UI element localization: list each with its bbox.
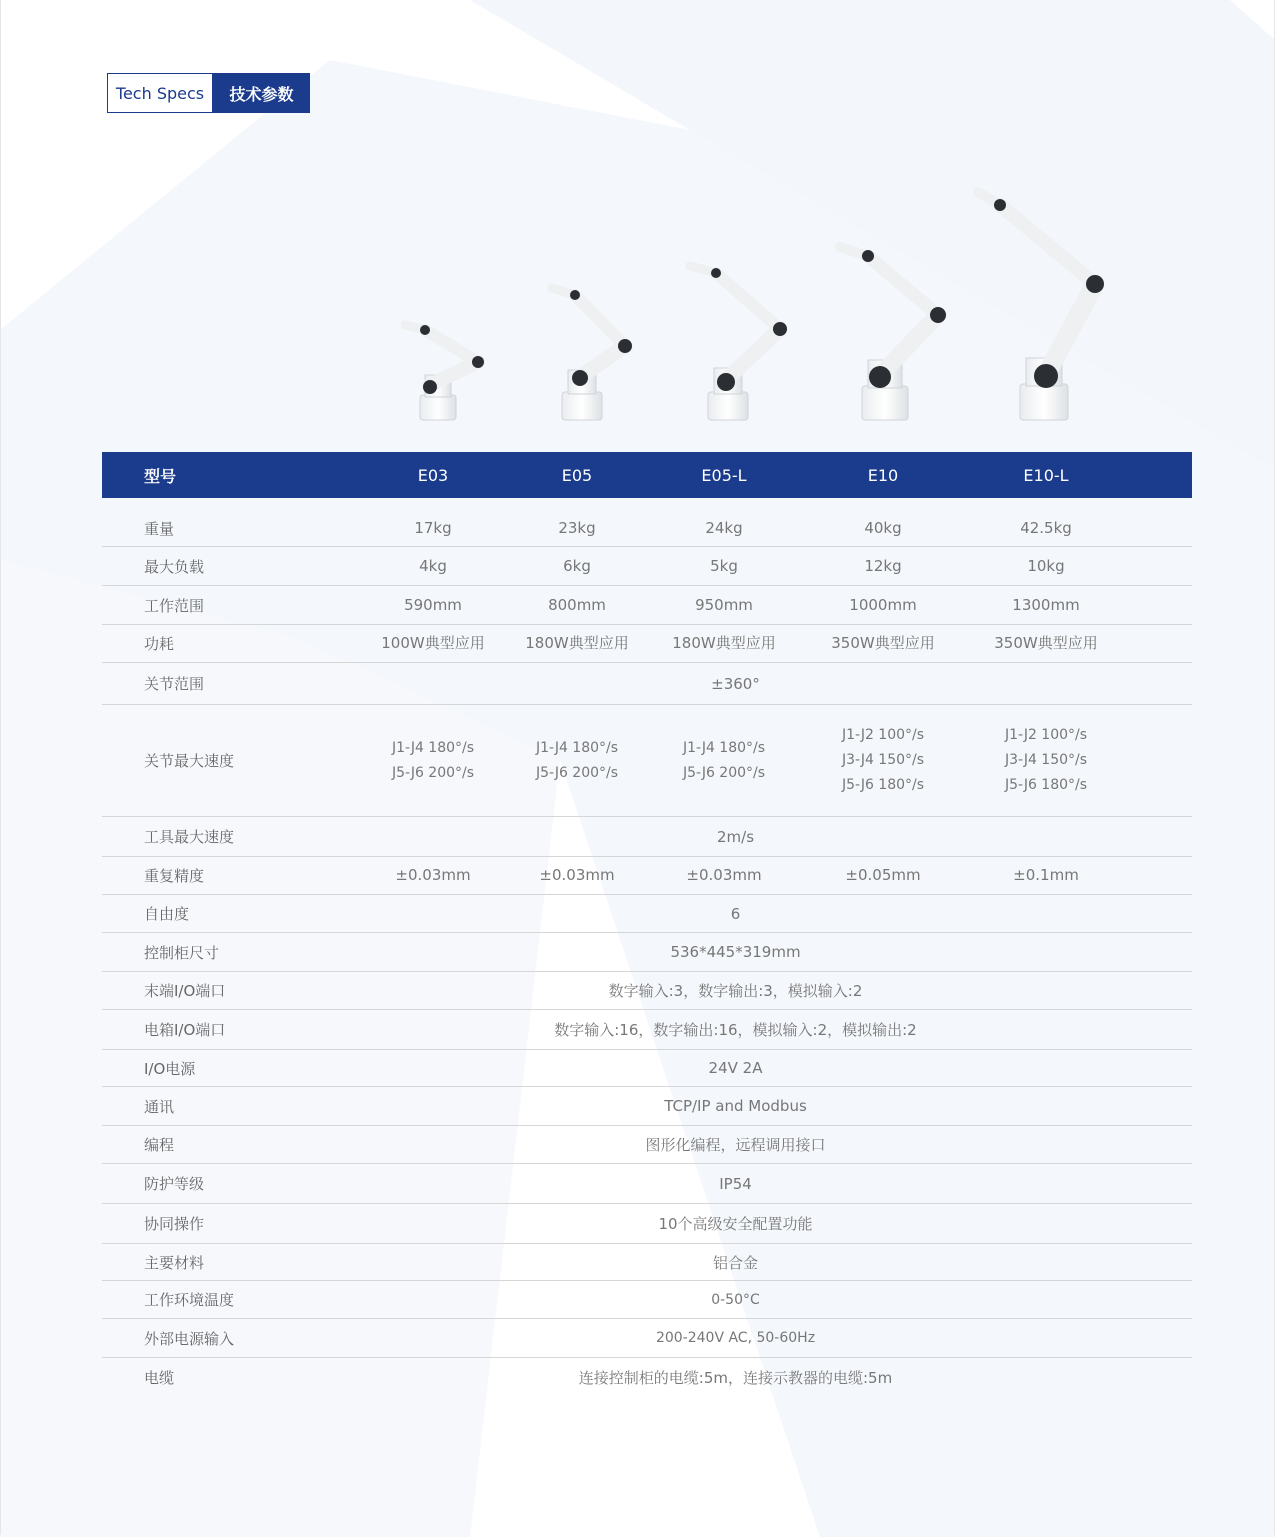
cell: 180W典型应用 bbox=[525, 634, 629, 652]
row-label: I/O电源 bbox=[144, 1059, 196, 1078]
row-label: 最大负载 bbox=[144, 557, 205, 576]
table-row bbox=[102, 586, 1192, 625]
cell bbox=[647, 736, 801, 786]
header-model: E10 bbox=[867, 465, 899, 485]
cell: 1000mm bbox=[849, 595, 917, 614]
cell: 350W典型应用 bbox=[994, 634, 1098, 652]
header-model: E05-L bbox=[701, 465, 747, 485]
table-row bbox=[102, 857, 1192, 895]
robot-lineup-image bbox=[380, 180, 1140, 430]
cell-span: 数字输入:3，数字输出:3，模拟输入:2 bbox=[608, 982, 863, 1000]
cell: 4kg bbox=[419, 556, 447, 575]
header-model: E03 bbox=[417, 465, 449, 485]
cell-line: J1-J4 180°/s bbox=[682, 739, 766, 756]
row-label: 通讯 bbox=[144, 1097, 175, 1116]
cell-span: 铝合金 bbox=[712, 1253, 758, 1272]
row-label: 主要材料 bbox=[144, 1253, 205, 1272]
cell: 10kg bbox=[1027, 556, 1065, 575]
cell-span: IP54 bbox=[719, 1174, 752, 1193]
table-row bbox=[102, 1319, 1192, 1358]
cell-span: 连接控制柜的电缆:5m，连接示教器的电缆:5m bbox=[578, 1368, 893, 1387]
cell: 590mm bbox=[404, 595, 462, 614]
table-row bbox=[102, 498, 1192, 547]
table-row bbox=[102, 1244, 1192, 1281]
robot-e03-image bbox=[405, 325, 484, 420]
cell-span: 200-240V AC, 50-60Hz bbox=[655, 1330, 816, 1346]
table-row bbox=[102, 895, 1192, 933]
row-label: 编程 bbox=[144, 1136, 175, 1154]
cell bbox=[801, 723, 965, 798]
row-label: 末端I/O端口 bbox=[144, 982, 226, 1000]
row-label: 重复精度 bbox=[144, 867, 205, 885]
table-header-row bbox=[102, 452, 1192, 498]
cell-line: J5-J6 200°/s bbox=[535, 764, 619, 781]
badge-english: Tech Specs bbox=[107, 73, 213, 113]
cell-line: J3-J4 150°/s bbox=[1004, 752, 1088, 768]
badge-chinese: 技术参数 bbox=[213, 73, 310, 113]
table-row bbox=[102, 663, 1192, 705]
table-row bbox=[102, 1126, 1192, 1164]
cell-span: 数字输入:16，数字输出:16，模拟输入:2，模拟输出:2 bbox=[554, 1021, 917, 1039]
cell bbox=[507, 736, 647, 786]
robot-e05l-image bbox=[690, 266, 787, 420]
row-label: 工具最大速度 bbox=[144, 828, 235, 846]
cell-span: ±360° bbox=[711, 674, 760, 693]
table-row bbox=[102, 705, 1192, 817]
cell bbox=[965, 723, 1127, 798]
table-row bbox=[102, 1010, 1192, 1050]
robot-e10-image bbox=[840, 247, 946, 420]
cell-line: J1-J2 100°/s bbox=[1004, 727, 1088, 743]
row-label: 重量 bbox=[144, 519, 175, 538]
cell-span: 6 bbox=[730, 904, 741, 923]
cell-span: 10个高级安全配置功能 bbox=[658, 1215, 813, 1233]
cell-line: J1-J2 100°/s bbox=[841, 727, 925, 743]
row-label: 外部电源输入 bbox=[144, 1329, 235, 1348]
cell: 800mm bbox=[548, 595, 606, 614]
cell: 42.5kg bbox=[1020, 518, 1072, 537]
row-label: 工作范围 bbox=[144, 596, 205, 615]
cell: 950mm bbox=[695, 595, 753, 614]
cell: 40kg bbox=[864, 518, 902, 537]
row-label: 功耗 bbox=[144, 635, 175, 653]
cell: ±0.03mm bbox=[686, 866, 762, 884]
robot-e10l-image bbox=[978, 192, 1104, 420]
table-row bbox=[102, 1050, 1192, 1087]
header-model: E10-L bbox=[1023, 465, 1069, 485]
row-label: 电缆 bbox=[144, 1368, 175, 1387]
cell: 17kg bbox=[414, 518, 452, 537]
cell: 1300mm bbox=[1012, 595, 1080, 614]
cell: 180W典型应用 bbox=[672, 634, 776, 652]
robot-e05-image bbox=[552, 288, 632, 420]
table-row bbox=[102, 625, 1192, 663]
row-label: 防护等级 bbox=[144, 1175, 205, 1193]
table-row bbox=[102, 1358, 1192, 1396]
cell-span: 536*445*319mm bbox=[670, 943, 801, 961]
cell: 6kg bbox=[563, 556, 591, 575]
cell-span: 24V 2A bbox=[708, 1059, 763, 1077]
cell-line: J1-J4 180°/s bbox=[535, 739, 619, 756]
cell-span: 2m/s bbox=[716, 827, 755, 846]
table-row bbox=[102, 817, 1192, 857]
cell: 24kg bbox=[705, 518, 743, 537]
table-row bbox=[102, 972, 1192, 1010]
row-label: 电箱I/O端口 bbox=[144, 1021, 226, 1039]
cell-line: J1-J4 180°/s bbox=[391, 739, 475, 756]
row-label: 控制柜尺寸 bbox=[144, 943, 220, 962]
section-badge bbox=[107, 73, 310, 113]
row-label: 协同操作 bbox=[144, 1215, 205, 1233]
cell-span: 图形化编程，远程调用接口 bbox=[645, 1136, 826, 1154]
cell: 12kg bbox=[864, 556, 902, 575]
cell-span: TCP/IP and Modbus bbox=[664, 1097, 807, 1115]
cell: ±0.1mm bbox=[1013, 866, 1079, 884]
cell: ±0.03mm bbox=[539, 866, 615, 884]
row-label: 关节范围 bbox=[144, 675, 205, 693]
cell: 100W典型应用 bbox=[381, 634, 485, 652]
table-row bbox=[102, 1164, 1192, 1204]
cell-line: J5-J6 200°/s bbox=[682, 764, 766, 781]
cell-span: 0-50°C bbox=[711, 1291, 760, 1308]
cell: ±0.05mm bbox=[845, 866, 921, 884]
spec-table bbox=[102, 452, 1192, 1396]
header-model: E05 bbox=[561, 465, 593, 485]
cell-line: J5-J6 180°/s bbox=[1004, 777, 1088, 793]
table-row bbox=[102, 1087, 1192, 1126]
table-row bbox=[102, 1281, 1192, 1319]
cell: ±0.03mm bbox=[395, 866, 471, 884]
row-label: 关节最大速度 bbox=[144, 752, 235, 770]
cell bbox=[359, 736, 507, 786]
cell-line: J3-J4 150°/s bbox=[841, 752, 925, 768]
row-label: 自由度 bbox=[144, 905, 190, 923]
cell-line: J5-J6 180°/s bbox=[841, 777, 925, 793]
header-label: 型号 bbox=[144, 466, 177, 486]
table-row bbox=[102, 1204, 1192, 1244]
cell: 5kg bbox=[710, 556, 738, 575]
cell-line: J5-J6 200°/s bbox=[391, 764, 475, 781]
cell: 350W典型应用 bbox=[831, 634, 935, 652]
table-row bbox=[102, 547, 1192, 586]
table-row bbox=[102, 933, 1192, 972]
row-label: 工作环境温度 bbox=[144, 1291, 235, 1309]
cell: 23kg bbox=[558, 518, 596, 537]
